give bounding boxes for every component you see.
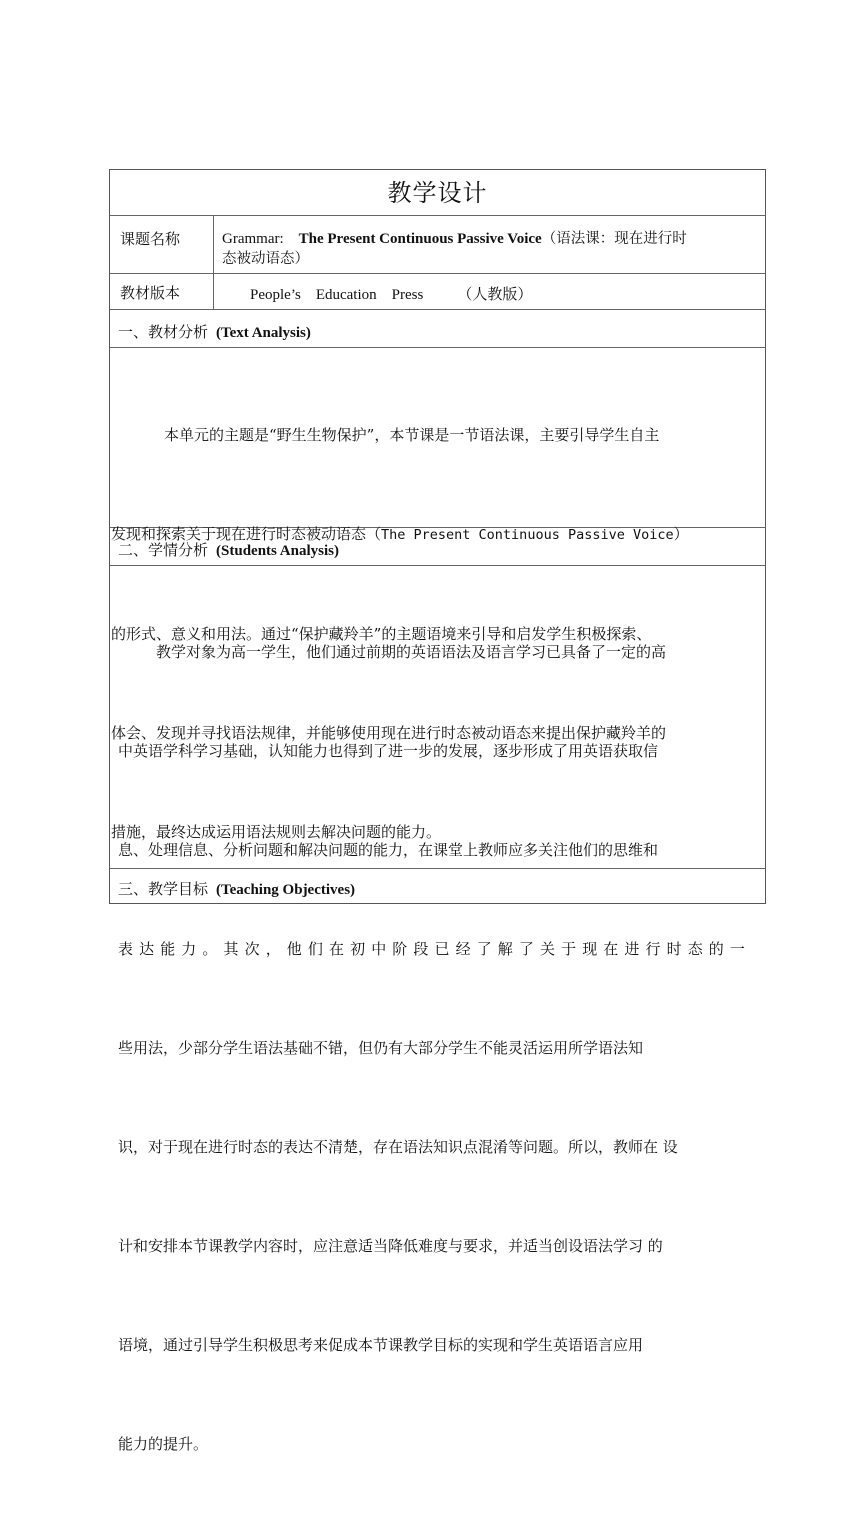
topic-label: 课题名称: [110, 216, 214, 273]
edition-publisher-cn: （人教版）: [457, 285, 533, 303]
section-heading-teaching-objectives: [110, 869, 765, 903]
paragraph-line: 的形式、意义和用法。通过“保护藏羚羊”的主题语境来引导和启发学生积极探索、: [111, 625, 652, 643]
topic-prefix: Grammar:: [222, 231, 284, 247]
paragraph-line: 本单元的主题是“野生生物保护”，本节课是一节语法课，主要引导学生自主: [164, 426, 660, 444]
paragraph-line: 体会、发现并寻找语法规律，并能够使用现在进行时态被动语态来提出保护藏羚羊的: [111, 724, 667, 742]
edition-row: [110, 274, 765, 310]
paragraph-line: 表达能力。其次，他们在初中阶段已经了解了关于现在进行时态的一: [118, 940, 752, 958]
document-title: 教学设计: [110, 170, 765, 216]
paragraph-line: 教学对象为高一学生，他们通过前期的英语语法及语言学习已具备了一定的高: [156, 643, 667, 661]
lesson-plan-table: [109, 169, 766, 1453]
paragraph-line: 识，对于现在进行时态的表达不清楚，存在语法知识点混淆等问题。所以，教师在 设: [118, 1138, 678, 1156]
paragraph-line: 些用法，少部分学生语法基础不错，但仍有大部分学生不能灵活运用所学语法知: [118, 1039, 644, 1057]
section-heading-en: (Text Analysis): [216, 325, 311, 341]
edition-label: 教材版本: [110, 274, 214, 309]
section-heading-cn: 三、教学目标: [118, 880, 209, 898]
topic-title-cn-2: 态被动语态）: [222, 251, 309, 267]
paragraph-line-segment: ）: [673, 525, 689, 543]
paragraph-line-segment: 发现和探索关于现在进行时态被动语态（: [111, 525, 382, 543]
paragraph-line-english: The Present Continuous Passive Voice: [381, 527, 674, 543]
section-heading-cn: 一、教材分析: [118, 323, 209, 341]
topic-line-1: [222, 229, 761, 249]
section-heading-en: (Teaching Objectives): [216, 882, 356, 898]
topic-title-cn-1: （语法课：现在进行时: [541, 231, 687, 247]
topic-value: [214, 216, 765, 273]
edition-value: [214, 274, 765, 309]
paragraph-line: 息、处理信息、分析问题和解决问题的能力，在课堂上教师应多关注他们的思维和: [118, 841, 659, 859]
paragraph-line: 措施，最终达成运用语法规则去解决问题的能力。: [111, 823, 442, 841]
edition-publisher-en: People’s Education Press: [250, 287, 424, 303]
paragraph-line: 计和安排本节课教学内容时，应注意适当降低难度与要求，并适当创设语法学习 的: [118, 1237, 663, 1255]
paragraph-line: 语境，通过引导学生积极思考来促成本节课教学目标的实现和学生英语语言应用: [118, 1336, 644, 1354]
paragraph-line: 中英语学科学习基础，认知能力也得到了进一步的发展，逐步形成了用英语获取信: [118, 742, 659, 760]
section-heading-en: (Students Analysis): [216, 543, 339, 559]
topic-title-en: The Present Continuous Passive Voice: [298, 231, 542, 247]
topic-row: [110, 216, 765, 274]
section-heading-text-analysis: [110, 310, 765, 348]
paragraph-line: 能力的提升。: [118, 1435, 209, 1453]
section-heading-cn: 二、学情分析: [118, 541, 209, 559]
section-heading-students-analysis: [110, 528, 765, 566]
